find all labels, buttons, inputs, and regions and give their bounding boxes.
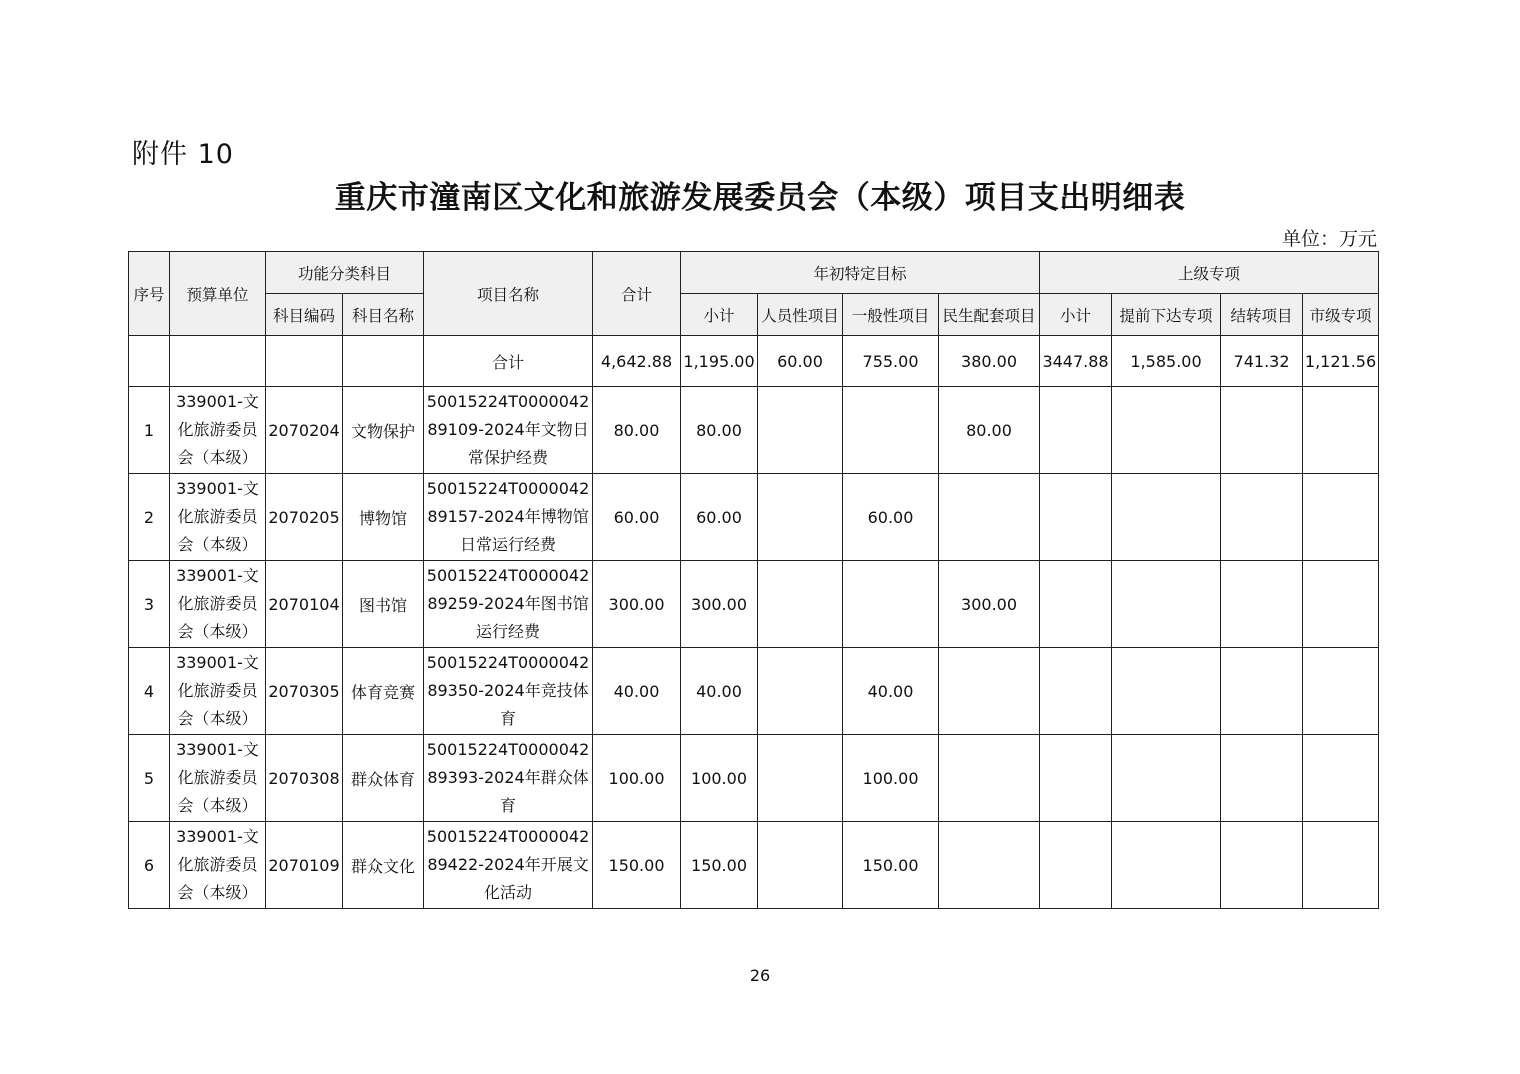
table-row bbox=[129, 822, 1379, 909]
header-target-subtotal: 小计 bbox=[681, 294, 758, 336]
cell-target-subtotal: 60.00 bbox=[681, 474, 758, 561]
cell-city bbox=[1303, 474, 1379, 561]
header-upper-group: 上级专项 bbox=[1040, 252, 1379, 294]
cell-budget-unit: 339001-文化旅游委员会（本级） bbox=[170, 387, 266, 474]
total-personnel: 60.00 bbox=[758, 336, 843, 387]
total-city: 1,121.56 bbox=[1303, 336, 1379, 387]
header-livelihood: 民生配套项目 bbox=[939, 294, 1040, 336]
total-amount: 4,642.88 bbox=[593, 336, 681, 387]
cell-city bbox=[1303, 387, 1379, 474]
cell-subject-code: 2070109 bbox=[266, 822, 343, 909]
cell-carryover bbox=[1221, 822, 1303, 909]
cell-budget-unit: 339001-文化旅游委员会（本级） bbox=[170, 561, 266, 648]
cell-target-subtotal: 150.00 bbox=[681, 822, 758, 909]
cell-budget-unit: 339001-文化旅游委员会（本级） bbox=[170, 648, 266, 735]
cell-subject-code: 2070104 bbox=[266, 561, 343, 648]
total-carryover: 741.32 bbox=[1221, 336, 1303, 387]
header-carryover: 结转项目 bbox=[1221, 294, 1303, 336]
header-general: 一般性项目 bbox=[843, 294, 939, 336]
attachment-label: 附件 10 bbox=[132, 139, 234, 170]
cell-project-name: 50015224T000004289157-2024年博物馆日常运行经费 bbox=[424, 474, 593, 561]
cell-livelihood bbox=[939, 822, 1040, 909]
cell-blank bbox=[170, 336, 266, 387]
cell-general: 100.00 bbox=[843, 735, 939, 822]
total-upper-subtotal: 3447.88 bbox=[1040, 336, 1112, 387]
cell-carryover bbox=[1221, 387, 1303, 474]
cell-carryover bbox=[1221, 561, 1303, 648]
cell-personnel bbox=[758, 735, 843, 822]
cell-subject-name: 图书馆 bbox=[343, 561, 424, 648]
header-city: 市级专项 bbox=[1303, 294, 1379, 336]
cell-advance bbox=[1112, 648, 1221, 735]
cell-carryover bbox=[1221, 735, 1303, 822]
cell-seq: 2 bbox=[129, 474, 170, 561]
cell-subject-name: 体育竞赛 bbox=[343, 648, 424, 735]
table-row bbox=[129, 735, 1379, 822]
cell-subject-name: 博物馆 bbox=[343, 474, 424, 561]
cell-upper-subtotal bbox=[1040, 561, 1112, 648]
total-target-subtotal: 1,195.00 bbox=[681, 336, 758, 387]
page-title: 重庆市潼南区文化和旅游发展委员会（本级）项目支出明细表 bbox=[334, 180, 1186, 216]
table-row bbox=[129, 561, 1379, 648]
cell-project-name: 50015224T000004289350-2024年竞技体育 bbox=[424, 648, 593, 735]
cell-advance bbox=[1112, 561, 1221, 648]
cell-total: 150.00 bbox=[593, 822, 681, 909]
cell-city bbox=[1303, 648, 1379, 735]
cell-seq: 3 bbox=[129, 561, 170, 648]
cell-advance bbox=[1112, 822, 1221, 909]
total-livelihood: 380.00 bbox=[939, 336, 1040, 387]
cell-personnel bbox=[758, 474, 843, 561]
cell-general bbox=[843, 387, 939, 474]
cell-city bbox=[1303, 561, 1379, 648]
cell-target-subtotal: 100.00 bbox=[681, 735, 758, 822]
cell-livelihood: 80.00 bbox=[939, 387, 1040, 474]
cell-blank bbox=[343, 336, 424, 387]
cell-upper-subtotal bbox=[1040, 648, 1112, 735]
total-general: 755.00 bbox=[843, 336, 939, 387]
cell-seq: 4 bbox=[129, 648, 170, 735]
cell-city bbox=[1303, 735, 1379, 822]
cell-livelihood bbox=[939, 735, 1040, 822]
cell-seq: 6 bbox=[129, 822, 170, 909]
header-target-group: 年初特定目标 bbox=[681, 252, 1040, 294]
cell-subject-name: 群众体育 bbox=[343, 735, 424, 822]
cell-upper-subtotal bbox=[1040, 822, 1112, 909]
cell-personnel bbox=[758, 822, 843, 909]
cell-target-subtotal: 300.00 bbox=[681, 561, 758, 648]
header-personnel: 人员性项目 bbox=[758, 294, 843, 336]
cell-upper-subtotal bbox=[1040, 387, 1112, 474]
cell-general: 60.00 bbox=[843, 474, 939, 561]
cell-target-subtotal: 40.00 bbox=[681, 648, 758, 735]
header-subject-code: 科目编码 bbox=[266, 294, 343, 336]
cell-carryover bbox=[1221, 648, 1303, 735]
cell-upper-subtotal bbox=[1040, 474, 1112, 561]
header-budget-unit: 预算单位 bbox=[170, 252, 266, 336]
cell-city bbox=[1303, 822, 1379, 909]
cell-blank bbox=[129, 336, 170, 387]
cell-budget-unit: 339001-文化旅游委员会（本级） bbox=[170, 822, 266, 909]
header-project-name: 项目名称 bbox=[424, 252, 593, 336]
cell-target-subtotal: 80.00 bbox=[681, 387, 758, 474]
cell-project-name: 50015224T000004289259-2024年图书馆运行经费 bbox=[424, 561, 593, 648]
header-subject-name: 科目名称 bbox=[343, 294, 424, 336]
total-advance: 1,585.00 bbox=[1112, 336, 1221, 387]
cell-livelihood bbox=[939, 648, 1040, 735]
unit-label: 单位：万元 bbox=[1281, 228, 1377, 250]
cell-total: 300.00 bbox=[593, 561, 681, 648]
cell-livelihood bbox=[939, 474, 1040, 561]
cell-project-name: 50015224T000004289422-2024年开展文化活动 bbox=[424, 822, 593, 909]
cell-upper-subtotal bbox=[1040, 735, 1112, 822]
page-number: 26 bbox=[749, 966, 771, 985]
header-advance: 提前下达专项 bbox=[1112, 294, 1221, 336]
header-seq: 序号 bbox=[129, 252, 170, 336]
expenditure-table bbox=[128, 251, 1379, 909]
table-row bbox=[129, 387, 1379, 474]
cell-seq: 5 bbox=[129, 735, 170, 822]
cell-total: 80.00 bbox=[593, 387, 681, 474]
cell-general bbox=[843, 561, 939, 648]
cell-carryover bbox=[1221, 474, 1303, 561]
cell-budget-unit: 339001-文化旅游委员会（本级） bbox=[170, 474, 266, 561]
cell-subject-code: 2070305 bbox=[266, 648, 343, 735]
cell-subject-code: 2070205 bbox=[266, 474, 343, 561]
header-function-group: 功能分类科目 bbox=[266, 252, 424, 294]
table-row bbox=[129, 474, 1379, 561]
table-row bbox=[129, 648, 1379, 735]
cell-project-name: 50015224T000004289109-2024年文物日常保护经费 bbox=[424, 387, 593, 474]
cell-total: 60.00 bbox=[593, 474, 681, 561]
header-total: 合计 bbox=[593, 252, 681, 336]
header-upper-subtotal: 小计 bbox=[1040, 294, 1112, 336]
cell-personnel bbox=[758, 648, 843, 735]
cell-livelihood: 300.00 bbox=[939, 561, 1040, 648]
cell-subject-name: 群众文化 bbox=[343, 822, 424, 909]
cell-personnel bbox=[758, 387, 843, 474]
total-label: 合计 bbox=[424, 336, 593, 387]
cell-subject-name: 文物保护 bbox=[343, 387, 424, 474]
cell-advance bbox=[1112, 387, 1221, 474]
cell-personnel bbox=[758, 561, 843, 648]
cell-seq: 1 bbox=[129, 387, 170, 474]
cell-project-name: 50015224T000004289393-2024年群众体育 bbox=[424, 735, 593, 822]
cell-subject-code: 2070308 bbox=[266, 735, 343, 822]
cell-advance bbox=[1112, 474, 1221, 561]
cell-advance bbox=[1112, 735, 1221, 822]
cell-total: 40.00 bbox=[593, 648, 681, 735]
cell-blank bbox=[266, 336, 343, 387]
cell-general: 40.00 bbox=[843, 648, 939, 735]
cell-budget-unit: 339001-文化旅游委员会（本级） bbox=[170, 735, 266, 822]
cell-total: 100.00 bbox=[593, 735, 681, 822]
total-row bbox=[129, 336, 1379, 387]
cell-general: 150.00 bbox=[843, 822, 939, 909]
cell-subject-code: 2070204 bbox=[266, 387, 343, 474]
